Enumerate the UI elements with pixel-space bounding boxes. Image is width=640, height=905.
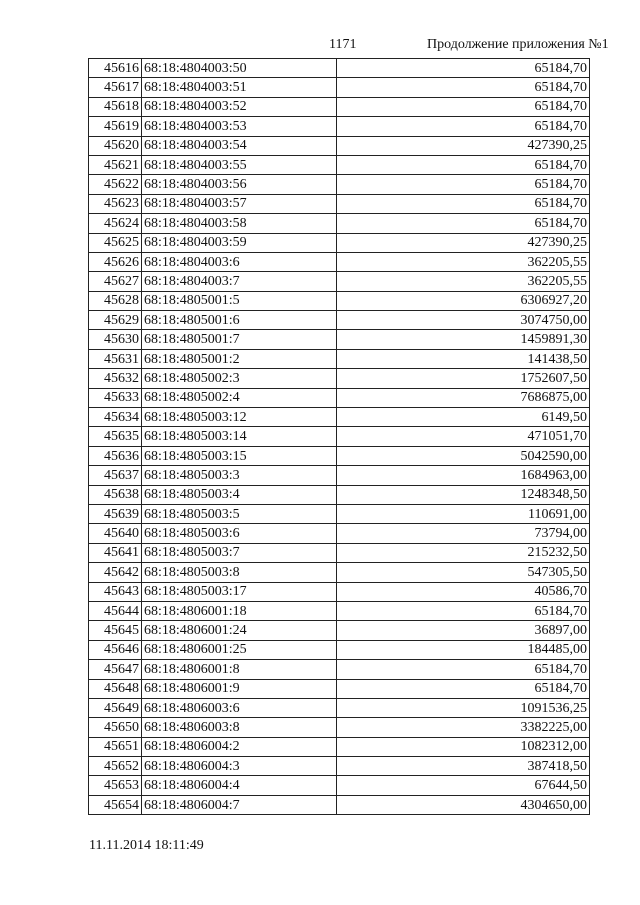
table-row xyxy=(89,563,590,582)
row-number-cell: 45617 xyxy=(89,78,142,97)
cadastral-value-cell: 1091536,25 xyxy=(337,698,590,717)
cadastral-value-cell: 362205,55 xyxy=(337,252,590,271)
row-number-cell: 45626 xyxy=(89,252,142,271)
print-timestamp: 11.11.2014 18:11:49 xyxy=(89,838,204,853)
row-number-cell: 45624 xyxy=(89,214,142,233)
cadastral-number-cell: 68:18:4806003:6 xyxy=(142,698,337,717)
row-number-cell: 45653 xyxy=(89,776,142,795)
row-number-cell: 45646 xyxy=(89,640,142,659)
cadastral-value-cell: 1082312,00 xyxy=(337,737,590,756)
table-row xyxy=(89,291,590,310)
row-number-cell: 45627 xyxy=(89,272,142,291)
cadastral-number-cell: 68:18:4806001:9 xyxy=(142,679,337,698)
cadastral-value-cell: 36897,00 xyxy=(337,621,590,640)
cadastral-value-cell: 1248348,50 xyxy=(337,485,590,504)
cadastral-number-cell: 68:18:4805001:7 xyxy=(142,330,337,349)
cadastral-number-cell: 68:18:4806001:24 xyxy=(142,621,337,640)
cadastral-number-cell: 68:18:4806003:8 xyxy=(142,718,337,737)
cadastral-number-cell: 68:18:4804003:51 xyxy=(142,78,337,97)
row-number-cell: 45638 xyxy=(89,485,142,504)
cadastral-number-cell: 68:18:4804003:52 xyxy=(142,97,337,116)
cadastral-value-cell: 65184,70 xyxy=(337,660,590,679)
row-number-cell: 45644 xyxy=(89,601,142,620)
cadastral-value-cell: 141438,50 xyxy=(337,349,590,368)
cadastral-value-cell: 3382225,00 xyxy=(337,718,590,737)
cadastral-number-cell: 68:18:4806001:8 xyxy=(142,660,337,679)
cadastral-value-cell: 1752607,50 xyxy=(337,369,590,388)
cadastral-number-cell: 68:18:4804003:59 xyxy=(142,233,337,252)
table-row xyxy=(89,582,590,601)
cadastral-value-cell: 6149,50 xyxy=(337,408,590,427)
cadastral-number-cell: 68:18:4804003:53 xyxy=(142,117,337,136)
cadastral-number-cell: 68:18:4805002:4 xyxy=(142,388,337,407)
cadastral-value-cell: 547305,50 xyxy=(337,563,590,582)
row-number-cell: 45620 xyxy=(89,136,142,155)
table-row xyxy=(89,776,590,795)
cadastral-value-cell: 427390,25 xyxy=(337,136,590,155)
cadastral-value-cell: 471051,70 xyxy=(337,427,590,446)
cadastral-value-cell: 67644,50 xyxy=(337,776,590,795)
cadastral-number-cell: 68:18:4804003:56 xyxy=(142,175,337,194)
row-number-cell: 45641 xyxy=(89,543,142,562)
cadastral-value-cell: 4304650,00 xyxy=(337,795,590,814)
table-row xyxy=(89,155,590,174)
row-number-cell: 45635 xyxy=(89,427,142,446)
table-row xyxy=(89,97,590,116)
cadastral-number-cell: 68:18:4804003:55 xyxy=(142,155,337,174)
cadastral-value-cell: 110691,00 xyxy=(337,504,590,523)
table-row xyxy=(89,388,590,407)
cadastral-number-cell: 68:18:4805003:5 xyxy=(142,504,337,523)
table-row xyxy=(89,543,590,562)
cadastral-number-cell: 68:18:4804003:50 xyxy=(142,59,337,78)
row-number-cell: 45625 xyxy=(89,233,142,252)
table-row xyxy=(89,117,590,136)
table-row xyxy=(89,272,590,291)
table-row xyxy=(89,757,590,776)
row-number-cell: 45633 xyxy=(89,388,142,407)
cadastral-number-cell: 68:18:4804003:54 xyxy=(142,136,337,155)
row-number-cell: 45642 xyxy=(89,563,142,582)
row-number-cell: 45630 xyxy=(89,330,142,349)
table-row xyxy=(89,175,590,194)
cadastral-number-cell: 68:18:4805003:14 xyxy=(142,427,337,446)
cadastral-value-cell: 73794,00 xyxy=(337,524,590,543)
cadastral-number-cell: 68:18:4805003:3 xyxy=(142,466,337,485)
table-row xyxy=(89,214,590,233)
row-number-cell: 45636 xyxy=(89,446,142,465)
cadastral-value-cell: 65184,70 xyxy=(337,78,590,97)
cadastral-value-cell: 6306927,20 xyxy=(337,291,590,310)
table-row xyxy=(89,660,590,679)
table-row xyxy=(89,427,590,446)
table-row xyxy=(89,679,590,698)
row-number-cell: 45622 xyxy=(89,175,142,194)
table-row xyxy=(89,194,590,213)
cadastral-value-table xyxy=(88,58,590,815)
table-row xyxy=(89,59,590,78)
cadastral-number-cell: 68:18:4805003:6 xyxy=(142,524,337,543)
cadastral-value-cell: 65184,70 xyxy=(337,155,590,174)
cadastral-value-cell: 387418,50 xyxy=(337,757,590,776)
table-row xyxy=(89,640,590,659)
table-row xyxy=(89,504,590,523)
cadastral-value-cell: 7686875,00 xyxy=(337,388,590,407)
cadastral-value-cell: 215232,50 xyxy=(337,543,590,562)
cadastral-number-cell: 68:18:4806004:2 xyxy=(142,737,337,756)
cadastral-number-cell: 68:18:4806004:3 xyxy=(142,757,337,776)
cadastral-number-cell: 68:18:4806004:7 xyxy=(142,795,337,814)
cadastral-number-cell: 68:18:4805003:17 xyxy=(142,582,337,601)
cadastral-value-cell: 65184,70 xyxy=(337,117,590,136)
row-number-cell: 45654 xyxy=(89,795,142,814)
row-number-cell: 45631 xyxy=(89,349,142,368)
row-number-cell: 45634 xyxy=(89,408,142,427)
table-row xyxy=(89,718,590,737)
cadastral-number-cell: 68:18:4804003:7 xyxy=(142,272,337,291)
cadastral-number-cell: 68:18:4805003:4 xyxy=(142,485,337,504)
page-number: 1171 xyxy=(329,37,357,52)
row-number-cell: 45639 xyxy=(89,504,142,523)
table-row xyxy=(89,524,590,543)
cadastral-value-cell: 184485,00 xyxy=(337,640,590,659)
table-row xyxy=(89,136,590,155)
cadastral-number-cell: 68:18:4804003:57 xyxy=(142,194,337,213)
appendix-continuation-note: Продолжение приложения №1 xyxy=(427,37,609,52)
table-row xyxy=(89,737,590,756)
table-row xyxy=(89,446,590,465)
table-row xyxy=(89,466,590,485)
cadastral-number-cell: 68:18:4804003:58 xyxy=(142,214,337,233)
row-number-cell: 45637 xyxy=(89,466,142,485)
table-row xyxy=(89,485,590,504)
cadastral-value-cell: 362205,55 xyxy=(337,272,590,291)
cadastral-value-cell: 65184,70 xyxy=(337,679,590,698)
cadastral-number-cell: 68:18:4805002:3 xyxy=(142,369,337,388)
row-number-cell: 45628 xyxy=(89,291,142,310)
cadastral-number-cell: 68:18:4805001:2 xyxy=(142,349,337,368)
row-number-cell: 45649 xyxy=(89,698,142,717)
row-number-cell: 45616 xyxy=(89,59,142,78)
row-number-cell: 45640 xyxy=(89,524,142,543)
cadastral-number-cell: 68:18:4806004:4 xyxy=(142,776,337,795)
row-number-cell: 45645 xyxy=(89,621,142,640)
table-row xyxy=(89,233,590,252)
cadastral-number-cell: 68:18:4804003:6 xyxy=(142,252,337,271)
row-number-cell: 45632 xyxy=(89,369,142,388)
table-row xyxy=(89,621,590,640)
cadastral-value-cell: 1459891,30 xyxy=(337,330,590,349)
cadastral-number-cell: 68:18:4805001:5 xyxy=(142,291,337,310)
table-row xyxy=(89,252,590,271)
cadastral-value-cell: 5042590,00 xyxy=(337,446,590,465)
cadastral-value-cell: 65184,70 xyxy=(337,175,590,194)
table-row xyxy=(89,349,590,368)
table-row xyxy=(89,369,590,388)
row-number-cell: 45647 xyxy=(89,660,142,679)
table-body xyxy=(89,59,590,815)
cadastral-number-cell: 68:18:4806001:18 xyxy=(142,601,337,620)
table-row xyxy=(89,408,590,427)
cadastral-number-cell: 68:18:4806001:25 xyxy=(142,640,337,659)
row-number-cell: 45618 xyxy=(89,97,142,116)
cadastral-value-cell: 65184,70 xyxy=(337,214,590,233)
row-number-cell: 45643 xyxy=(89,582,142,601)
cadastral-value-cell: 65184,70 xyxy=(337,601,590,620)
row-number-cell: 45619 xyxy=(89,117,142,136)
cadastral-number-cell: 68:18:4805003:12 xyxy=(142,408,337,427)
cadastral-value-cell: 65184,70 xyxy=(337,59,590,78)
row-number-cell: 45623 xyxy=(89,194,142,213)
row-number-cell: 45648 xyxy=(89,679,142,698)
table-row xyxy=(89,78,590,97)
table-row xyxy=(89,698,590,717)
cadastral-value-cell: 65184,70 xyxy=(337,97,590,116)
cadastral-value-cell: 3074750,00 xyxy=(337,311,590,330)
cadastral-value-cell: 40586,70 xyxy=(337,582,590,601)
cadastral-number-cell: 68:18:4805003:7 xyxy=(142,543,337,562)
cadastral-number-cell: 68:18:4805003:8 xyxy=(142,563,337,582)
cadastral-number-cell: 68:18:4805001:6 xyxy=(142,311,337,330)
cadastral-value-cell: 1684963,00 xyxy=(337,466,590,485)
row-number-cell: 45651 xyxy=(89,737,142,756)
row-number-cell: 45621 xyxy=(89,155,142,174)
cadastral-value-cell: 427390,25 xyxy=(337,233,590,252)
row-number-cell: 45652 xyxy=(89,757,142,776)
table-row xyxy=(89,795,590,814)
cadastral-value-cell: 65184,70 xyxy=(337,194,590,213)
row-number-cell: 45629 xyxy=(89,311,142,330)
row-number-cell: 45650 xyxy=(89,718,142,737)
table-row xyxy=(89,330,590,349)
table-row xyxy=(89,311,590,330)
cadastral-number-cell: 68:18:4805003:15 xyxy=(142,446,337,465)
table-row xyxy=(89,601,590,620)
